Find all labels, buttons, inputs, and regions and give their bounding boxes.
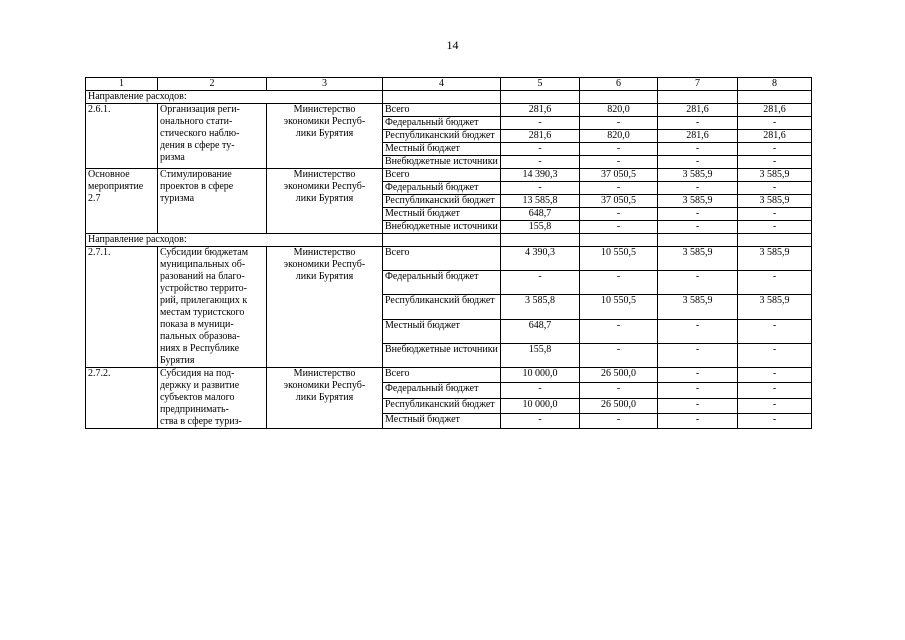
amount-cell: -	[658, 143, 738, 156]
amount-cell: 648,7	[501, 208, 580, 221]
amount-cell: -	[658, 343, 738, 367]
amount-cell: 155,8	[501, 343, 580, 367]
amount-cell: -	[738, 143, 812, 156]
funding-source: Республиканский бюджет	[383, 398, 501, 413]
measure-code: 2.7.2.	[86, 368, 158, 429]
amount-cell: -	[580, 343, 658, 367]
section-heading: Направление расходов:	[86, 234, 383, 247]
amount-cell: -	[658, 221, 738, 234]
amount-cell: 3 585,9	[658, 195, 738, 208]
amount-cell: -	[501, 383, 580, 398]
amount-cell: 281,6	[658, 104, 738, 117]
amount-cell: 14 390,3	[501, 169, 580, 182]
empty-cell	[501, 91, 580, 104]
amount-cell: -	[738, 319, 812, 343]
funding-source: Федеральный бюджет	[383, 383, 501, 398]
amount-cell: -	[738, 368, 812, 383]
amount-cell: -	[738, 208, 812, 221]
amount-cell: 3 585,9	[658, 247, 738, 271]
column-header: 5	[501, 78, 580, 91]
funding-source: Всего	[383, 368, 501, 383]
funding-source: Внебюджетные источники	[383, 343, 501, 367]
column-header: 7	[658, 78, 738, 91]
measure-name: Субсидии бюджетам муниципальных об- разований на благо- устройство террито- рий, прилегающих к местам туристского показа в муници- пальных образова- ниях в Республике Бурятия	[158, 247, 267, 368]
amount-cell: -	[580, 221, 658, 234]
funding-source: Внебюджетные источники	[383, 221, 501, 234]
amount-cell: -	[501, 143, 580, 156]
amount-cell: -	[580, 182, 658, 195]
funding-source: Федеральный бюджет	[383, 182, 501, 195]
column-header: 8	[738, 78, 812, 91]
amount-cell: -	[738, 221, 812, 234]
funding-source: Всего	[383, 169, 501, 182]
amount-cell: -	[738, 156, 812, 169]
funding-source: Федеральный бюджет	[383, 271, 501, 295]
amount-cell: -	[580, 143, 658, 156]
amount-cell: 281,6	[658, 130, 738, 143]
amount-cell: -	[501, 182, 580, 195]
table-row	[86, 104, 812, 117]
amount-cell: 3 585,9	[738, 195, 812, 208]
column-number-row	[86, 78, 812, 91]
funding-source: Внебюджетные источники	[383, 156, 501, 169]
amount-cell: -	[580, 271, 658, 295]
empty-cell	[738, 91, 812, 104]
section-heading-row	[86, 91, 812, 104]
amount-cell: -	[658, 182, 738, 195]
table-body	[86, 78, 812, 429]
amount-cell: -	[501, 271, 580, 295]
section-heading: Направление расходов:	[86, 91, 383, 104]
amount-cell: 820,0	[580, 104, 658, 117]
budget-table	[85, 77, 812, 429]
amount-cell: -	[738, 117, 812, 130]
table-row	[86, 368, 812, 383]
amount-cell: 281,6	[738, 104, 812, 117]
measure-code: Основное мероприятие 2.7	[86, 169, 158, 234]
empty-cell	[383, 91, 501, 104]
amount-cell: 3 585,8	[501, 295, 580, 319]
amount-cell: -	[501, 117, 580, 130]
amount-cell: 13 585,8	[501, 195, 580, 208]
amount-cell: 37 050,5	[580, 169, 658, 182]
amount-cell: 155,8	[501, 221, 580, 234]
amount-cell: -	[658, 156, 738, 169]
amount-cell: -	[738, 182, 812, 195]
amount-cell: 10 000,0	[501, 398, 580, 413]
empty-cell	[383, 234, 501, 247]
empty-cell	[658, 91, 738, 104]
amount-cell: 281,6	[501, 104, 580, 117]
empty-cell	[738, 234, 812, 247]
amount-cell: 37 050,5	[580, 195, 658, 208]
amount-cell: 820,0	[580, 130, 658, 143]
page-number: 14	[446, 38, 459, 52]
amount-cell: -	[738, 398, 812, 413]
amount-cell: -	[501, 413, 580, 428]
funding-source: Местный бюджет	[383, 143, 501, 156]
amount-cell: -	[738, 413, 812, 428]
amount-cell: 4 390,3	[501, 247, 580, 271]
empty-cell	[501, 234, 580, 247]
measure-code: 2.6.1.	[86, 104, 158, 169]
responsible-executor: Министерство экономики Респуб- лики Бурятия	[267, 247, 383, 368]
amount-cell: 3 585,9	[738, 295, 812, 319]
amount-cell: -	[658, 117, 738, 130]
table-row	[86, 169, 812, 182]
responsible-executor: Министерство экономики Респуб- лики Бурятия	[267, 104, 383, 169]
funding-source: Республиканский бюджет	[383, 195, 501, 208]
empty-cell	[658, 234, 738, 247]
amount-cell: -	[658, 368, 738, 383]
funding-source: Всего	[383, 104, 501, 117]
amount-cell: 3 585,9	[738, 247, 812, 271]
measure-name: Организация реги- онального стати- стического наблю- дения в сфере ту- ризма	[158, 104, 267, 169]
column-header: 6	[580, 78, 658, 91]
funding-source: Всего	[383, 247, 501, 271]
column-header: 3	[267, 78, 383, 91]
column-header: 1	[86, 78, 158, 91]
amount-cell: 281,6	[738, 130, 812, 143]
table-row	[86, 247, 812, 271]
amount-cell: 26 500,0	[580, 398, 658, 413]
amount-cell: 10 000,0	[501, 368, 580, 383]
amount-cell: -	[738, 271, 812, 295]
amount-cell: -	[580, 117, 658, 130]
amount-cell: -	[738, 383, 812, 398]
amount-cell: -	[738, 343, 812, 367]
amount-cell: -	[658, 271, 738, 295]
amount-cell: -	[658, 319, 738, 343]
amount-cell: 3 585,9	[658, 295, 738, 319]
amount-cell: -	[658, 383, 738, 398]
amount-cell: 3 585,9	[738, 169, 812, 182]
amount-cell: -	[658, 208, 738, 221]
funding-source: Республиканский бюджет	[383, 295, 501, 319]
empty-cell	[580, 91, 658, 104]
amount-cell: -	[580, 208, 658, 221]
amount-cell: -	[580, 319, 658, 343]
amount-cell: 10 550,5	[580, 295, 658, 319]
amount-cell: 26 500,0	[580, 368, 658, 383]
funding-source: Местный бюджет	[383, 413, 501, 428]
measure-name: Стимулирование проектов в сфере туризма	[158, 169, 267, 234]
amount-cell: 10 550,5	[580, 247, 658, 271]
funding-source: Федеральный бюджет	[383, 117, 501, 130]
measure-name: Субсидия на под- держку и развитие субъектов малого предпринимать- ства в сфере туриз-	[158, 368, 267, 429]
amount-cell: 281,6	[501, 130, 580, 143]
column-header: 4	[383, 78, 501, 91]
amount-cell: -	[580, 383, 658, 398]
amount-cell: -	[580, 413, 658, 428]
amount-cell: -	[580, 156, 658, 169]
funding-source: Республиканский бюджет	[383, 130, 501, 143]
amount-cell: 648,7	[501, 319, 580, 343]
responsible-executor: Министерство экономики Респуб- лики Бурятия	[267, 368, 383, 429]
amount-cell: -	[501, 156, 580, 169]
amount-cell: -	[658, 398, 738, 413]
amount-cell: -	[658, 413, 738, 428]
funding-source: Местный бюджет	[383, 208, 501, 221]
amount-cell: 3 585,9	[658, 169, 738, 182]
empty-cell	[580, 234, 658, 247]
section-heading-row	[86, 234, 812, 247]
column-header: 2	[158, 78, 267, 91]
responsible-executor: Министерство экономики Респуб- лики Бурятия	[267, 169, 383, 234]
measure-code: 2.7.1.	[86, 247, 158, 368]
funding-source: Местный бюджет	[383, 319, 501, 343]
